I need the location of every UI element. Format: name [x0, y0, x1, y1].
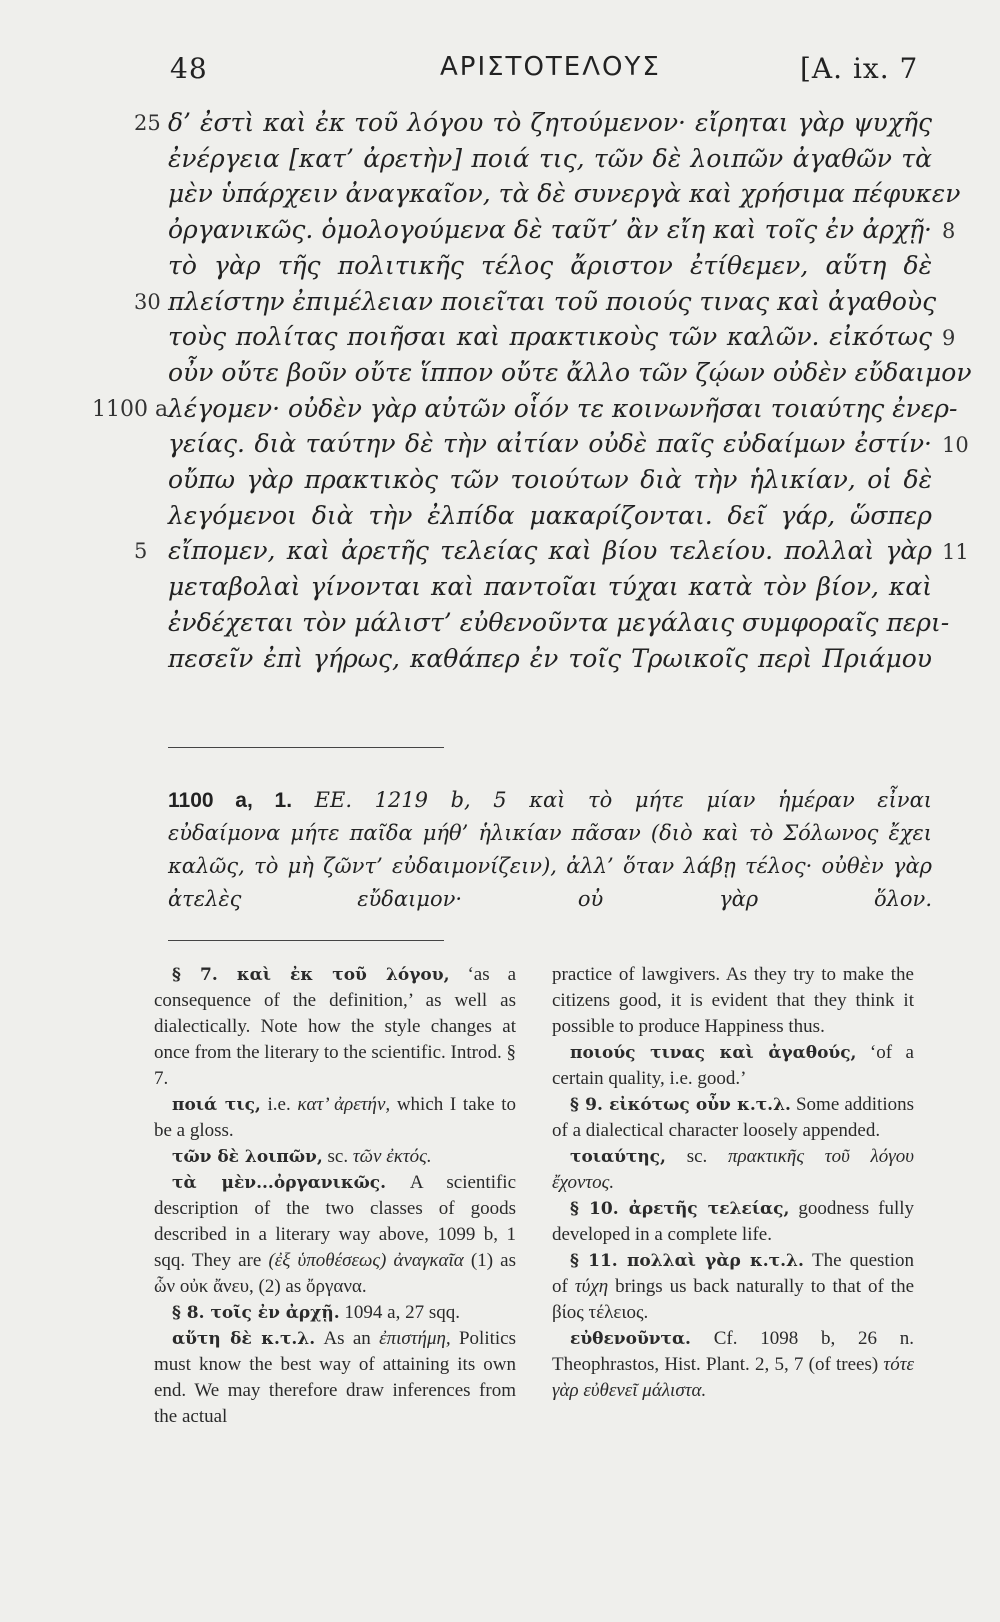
note-text: sc. [665, 1146, 728, 1167]
commentary-note [154, 962, 516, 1092]
note-text: i.e. [260, 1094, 298, 1115]
note-text: πρακτικῆς τοῦ λόγου ἔχοντος. [552, 1146, 914, 1193]
notes-column-right [552, 962, 914, 1404]
note-text: which I take to be a gloss. [154, 1094, 516, 1141]
note-text: Cf. 1098 b, 26 n. Theophrastos, Hist. Plant. 2, 5, 7 (of trees) [552, 1328, 914, 1375]
note-text: κατ’ ἀρετήν, [297, 1094, 391, 1115]
commentary-note [552, 1092, 914, 1144]
commentary-note [154, 1092, 516, 1144]
text-line: λεγόμενοι διὰ τὴν ἐλπίδα μακαρίζονται. δεῖ γάρ, ὥσπερ [168, 500, 932, 530]
note-text: ‘as a consequence of the definition,’ as well as dialectically. Note how the style changes at once from the literary to the scientific. Introd. § 7. [154, 964, 516, 1089]
note-text: practice of lawgivers. As they try to make the citizens good, it is evident that they think it possible to produce Happiness thus. [552, 964, 914, 1037]
section-number-right: 11 [942, 540, 969, 565]
text-line: ἐνδέχεται τὸν μάλιστ’ εὐθενοῦντα μεγάλαις συμφοραῖς περι- [168, 607, 950, 637]
note-lemma: τῶν δὲ λοιπῶν, [172, 1147, 323, 1167]
note-text: A scientific description of the two classes of goods described in a literary way above, 1099 b, 1 sqq. They are [154, 1172, 517, 1271]
commentary-note [154, 1326, 516, 1430]
note-text: sc. [322, 1146, 353, 1167]
note-text: 1094 a, 27 sqq. [339, 1302, 460, 1323]
commentary-note [154, 1144, 516, 1170]
section-number-right: 9 [942, 326, 956, 351]
note-text: ἐπιστήμη, [379, 1328, 451, 1349]
note-text: The question of [552, 1250, 914, 1297]
note-lemma: τοιαύτης, [570, 1147, 666, 1167]
apparatus-line: καλῶς, τὸ μὴ ζῶντ’ εὐδαιμονίζειν), ἀλλ’ ὅταν λάβῃ τέλος· οὐθὲν γὰρ [168, 854, 932, 878]
apparatus-line: εὐδαίμονα μήτε παῖδα μήθ’ ἡλικίαν πᾶσαν (διὸ καὶ τὸ Σόλωνος ἔχει [168, 821, 932, 845]
commentary-note [552, 1326, 914, 1404]
text-line: εἴπομεν, καὶ ἀρετῆς τελείας καὶ βίου τελείου. πολλαὶ γὰρ [168, 536, 932, 566]
commentary-note [552, 1040, 914, 1092]
running-title: ΑΡΙΣΤΟΤΕΛΟΥΣ [440, 52, 661, 82]
text-line: ὀργανικῶς. ὁμολογούμενα δὲ ταῦτ’ ἂν εἴη καὶ τοῖς ἐν ἀρχῇ· [168, 215, 932, 245]
line-number-left: 1100 a [92, 396, 169, 422]
note-lemma: § 7. καὶ ἐκ τοῦ λόγου, [172, 965, 450, 985]
apparatus-reference: 1100 a, 1. [168, 789, 293, 812]
note-lemma: αὕτη δὲ κ.τ.λ. [172, 1329, 316, 1349]
note-lemma: εὐθενοῦντα. [570, 1329, 691, 1349]
page-number: 48 [170, 52, 208, 85]
note-text: ‘of a certain quality, i.e. good.’ [552, 1042, 914, 1089]
text-line: ἐνέργεια [κατ’ ἀρετὴν] ποιά τις, τῶν δὲ λοιπῶν ἀγαθῶν τὰ [168, 143, 932, 173]
text-line: τὸ γὰρ τῆς πολιτικῆς τέλος ἄριστον ἐτίθεμεν, αὕτη δὲ [168, 250, 932, 280]
text-line: οὔπω γὰρ πρακτικὸς τῶν τοιούτων διὰ τὴν ἡλικίαν, οἱ δὲ [168, 465, 932, 494]
text-line: μὲν ὑπάρχειν ἀναγκαῖον, τὰ δὲ συνεργὰ καὶ χρήσιμα πέφυκεν [168, 179, 961, 209]
note-text: τῶν ἐκτός. [352, 1146, 432, 1167]
note-text: (ἐξ ὑποθέσεως) ἀναγκαῖα [268, 1250, 464, 1271]
note-text: Some additions of a dialectical character loosely appended. [552, 1094, 914, 1141]
commentary-note [154, 1170, 516, 1300]
line-number-left: 25 [134, 111, 161, 135]
note-text: τύχη [574, 1276, 609, 1297]
note-lemma: § 11. πολλαὶ γὰρ κ.τ.λ. [570, 1251, 804, 1271]
note-lemma: ποιά τις, [172, 1095, 261, 1115]
note-text: As an [315, 1328, 380, 1349]
commentary-note [552, 1196, 914, 1248]
note-lemma: § 10. ἀρετῆς τελείας, [570, 1199, 790, 1219]
note-lemma: ποιούς τινας καὶ ἀγαθούς, [570, 1043, 857, 1063]
apparatus-text: EE. 1219 b, 5 καὶ τὸ μήτε μίαν ἡμέραν εἶναι [314, 788, 932, 812]
note-lemma: § 9. εἰκότως οὖν κ.τ.λ. [570, 1095, 791, 1115]
note-text: Politics must know the best way of attaining its own end. We may therefore draw inferences from the actual [154, 1328, 516, 1427]
text-line: μεταβολαὶ γίνονται καὶ παντοῖαι τύχαι κατὰ τὸν βίον, καὶ [168, 572, 932, 602]
commentary-note [552, 1144, 914, 1196]
commentary-note [552, 1248, 914, 1326]
note-text: goodness fully developed in a complete life. [552, 1198, 915, 1245]
text-line: δ’ ἐστὶ καὶ ἐκ τοῦ λόγου τὸ ζητούμενον· εἴρηται γὰρ ψυχῆς [168, 108, 932, 137]
divider-rule-bottom [168, 940, 444, 941]
line-number-left: 5 [134, 539, 148, 564]
section-number-right: 10 [942, 433, 969, 458]
section-reference: [A. ix. 7 [800, 52, 919, 85]
notes-column-left [154, 962, 516, 1430]
text-line: λέγομεν· οὐδὲν γὰρ αὐτῶν οἷόν τε κοινωνῆσαι τοιαύτης ἐνερ- [168, 393, 958, 423]
divider-rule-top [168, 747, 444, 748]
commentary-note [154, 1300, 516, 1326]
text-line: γείας. διὰ ταύτην δὲ τὴν αἰτίαν οὐδὲ παῖς εὐδαίμων ἐστίν· [168, 429, 932, 459]
text-line: τοὺς πολίτας ποιῆσαι καὶ πρακτικοὺς τῶν καλῶν. εἰκότως [168, 322, 932, 352]
text-line: πλείστην ἐπιμέλειαν ποιεῖται τοῦ ποιούς τινας καὶ ἀγαθοὺς [168, 286, 937, 316]
commentary-note [552, 962, 914, 1040]
note-lemma: τὰ μὲν...ὀργανικῶς. [172, 1173, 387, 1193]
apparatus-line: ἀτελὲς εὔδαιμον· οὐ γὰρ ὅλον. [168, 887, 932, 911]
note-lemma: § 8. τοῖς ἐν ἀρχῇ. [172, 1303, 340, 1323]
note-text: τότε γὰρ εὐθενεῖ μάλιστα. [552, 1354, 914, 1401]
note-text: (1) as ὧν οὐκ ἄνευ, (2) as ὄργανα. [154, 1250, 516, 1297]
note-text: brings us back naturally to that of the βίος τέλειος. [552, 1276, 915, 1323]
text-line: πεσεῖν ἐπὶ γήρως, καθάπερ ἐν τοῖς Τρωικοῖς περὶ Πριάμου [168, 643, 932, 673]
text-line: οὖν οὔτε βοῦν οὔτε ἵππον οὔτε ἄλλο τῶν ζῴων οὐδὲν εὔδαιμον [168, 357, 972, 387]
line-number-left: 30 [134, 289, 161, 314]
apparatus-line [168, 788, 932, 813]
section-number-right: 8 [942, 219, 956, 244]
